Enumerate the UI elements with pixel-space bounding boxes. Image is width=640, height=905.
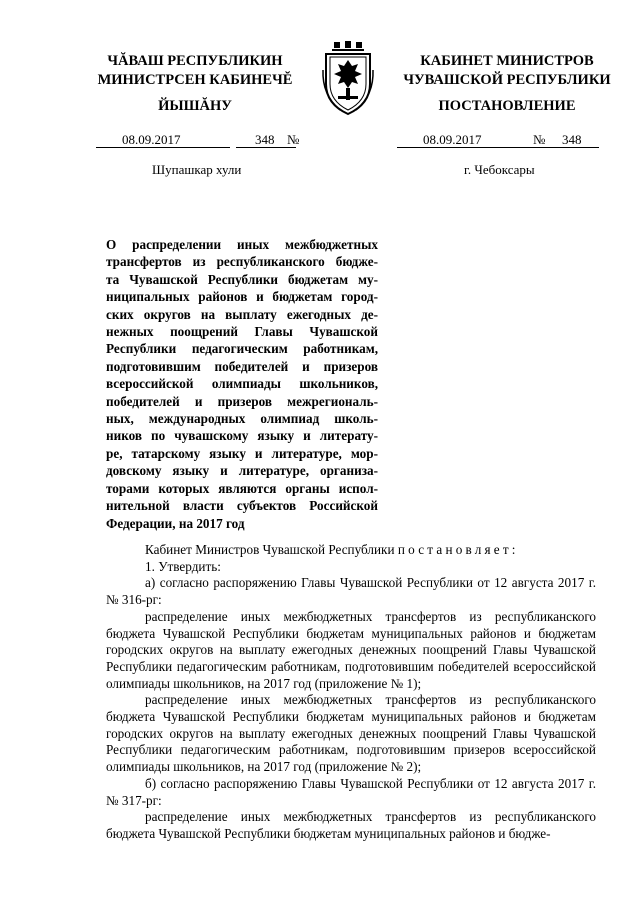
header-right-number: 348 — [562, 132, 582, 147]
coat-of-arms-emblem-icon — [320, 40, 376, 118]
body-intro-paragraph — [106, 542, 596, 559]
header-left-authority — [86, 52, 304, 90]
document-title — [106, 236, 378, 532]
header-left-number-sign: № — [287, 132, 300, 147]
title-line: ников по чувашскому языку и литерату- — [106, 428, 378, 444]
title-line: ре, татарскому языку и литературе, мор- — [106, 445, 378, 461]
title-line: победителей и призеров межрегиональ- — [106, 393, 378, 409]
body-paragraph-2: а) согласно распоряжению Главы Чувашской Республики от 12 августа 2017 г. № 316-рг: — [106, 575, 596, 608]
document-body — [106, 542, 596, 843]
title-line: ских округов на выплату ежегодных де- — [106, 306, 378, 322]
title-line: ных, международных олимпиад школь- — [106, 411, 378, 427]
body-paragraph-4: распределение иных межбюджетных трансфертов из республиканского бюджета Чувашской Республики бюджетам муниципальных районов и бюджетам городских округов на выплату ежегодных денежных поощрений Главы Чувашской Республики педагогическим работникам, подготовившим призеров всероссийской олимпиады школьников, на 2017 год (приложение № 2); — [106, 692, 596, 775]
header-right-act-type: ПОСТАНОВЛЕНИЕ — [438, 98, 576, 114]
body-paragraph-6: распределение иных межбюджетных трансфертов из республиканского бюджета Чувашской Республики бюджетам муниципальных районов и бюдже- — [106, 809, 596, 841]
title-line: Республики педагогическим работникам, — [106, 341, 378, 357]
title-line: торами которых являются органы испол- — [106, 480, 378, 496]
body-paragraph-1: 1. Утвердить: — [145, 558, 221, 574]
header-right-authority — [387, 52, 627, 90]
header-left-city: Шупашкар хули — [152, 162, 242, 177]
title-line: довскому языку и литературе, организа- — [106, 463, 378, 479]
header-left-act-type: ЙЫШĂНУ — [158, 98, 232, 114]
body-paragraph-3: распределение иных межбюджетных трансфертов из республиканского бюджета Чувашской Республики бюджетам муниципальных районов и бюджетам городских округов на выплату ежегодных денежных поощрений Главы Чувашской Республики педагогическим работникам, подготовившим победителей всероссийской олимпиады школьников, на 2017 год (приложение № 1); — [106, 608, 596, 691]
title-line: та Чувашской Республики бюджетам му- — [106, 271, 378, 287]
header-right-city: г. Чебоксары — [464, 162, 535, 177]
body-intro: Кабинет Министров Чувашской Республики — [145, 542, 395, 557]
title-line: Федерации, на 2017 год — [106, 515, 245, 531]
title-line: всероссийской олимпиады школьников, — [106, 376, 378, 392]
title-line: трансфертов из республиканского бюдже- — [106, 254, 378, 270]
header-right-line2: ЧУВАШСКОЙ РЕСПУБЛИКИ — [403, 72, 611, 88]
title-line: О распределении иных межбюджетных — [106, 237, 378, 252]
title-line: нительной власти субъектов Российской — [106, 498, 378, 514]
header-right-number-sign: № — [533, 132, 546, 147]
body-resolves: постановляет: — [397, 542, 519, 557]
header-left-number: 348 — [255, 132, 275, 147]
title-line: подготовившим победителей и призеров — [106, 358, 378, 374]
title-line: ниципальных районов и бюджетам город- — [106, 289, 378, 305]
header-right-line1: КАБИНЕТ МИНИСТРОВ — [420, 53, 594, 69]
body-paragraph-5: б) согласно распоряжению Главы Чувашской Республики от 12 августа 2017 г. № 317-рг: — [106, 775, 596, 808]
header-left-line2: МИНИСТРСЕН КАБИНЕЧĔ — [97, 72, 293, 88]
header-left-line1: ЧĂВАШ РЕСПУБЛИКИН — [107, 53, 283, 69]
header-left-date: 08.09.2017 — [122, 132, 181, 147]
header-right-date: 08.09.2017 — [423, 132, 482, 147]
title-line: нежных поощрений Главы Чувашской — [106, 324, 378, 340]
